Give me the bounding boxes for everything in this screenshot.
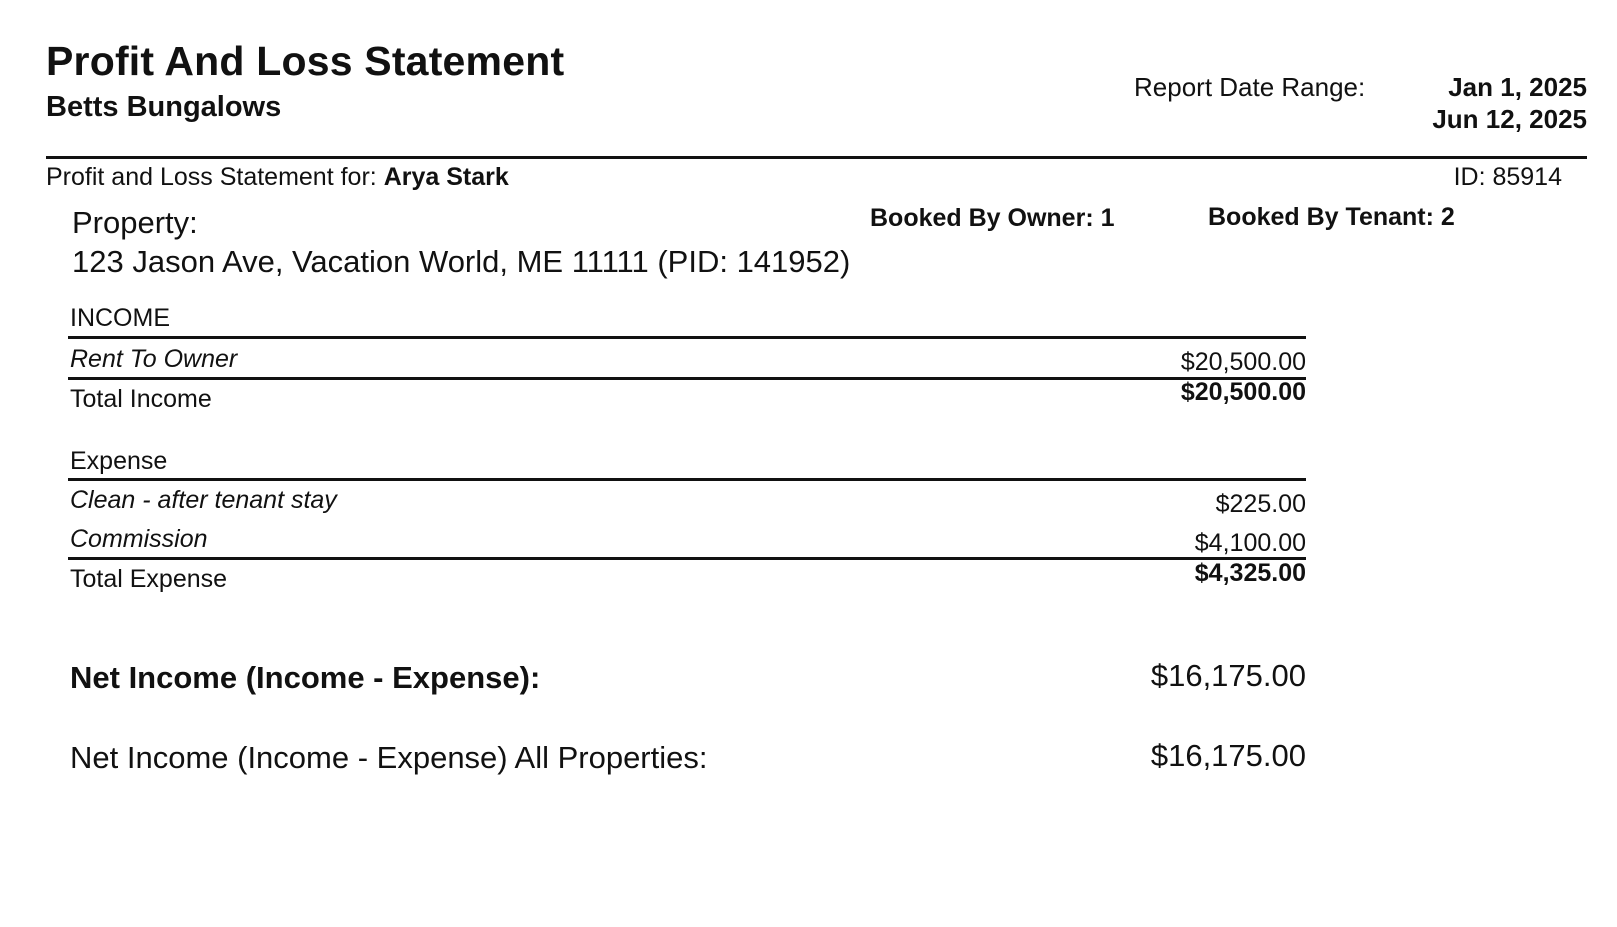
expense-row-label: Commission (70, 525, 208, 553)
booked-by-tenant: Booked By Tenant: 2 (1208, 203, 1455, 231)
report-title: Profit And Loss Statement (46, 38, 565, 84)
booked-by-owner: Booked By Owner: 1 (870, 204, 1115, 232)
net-income-all-label: Net Income (Income - Expense) All Properties: (70, 740, 708, 775)
total-expense-amount: $4,325.00 (1194, 559, 1306, 587)
company-name: Betts Bungalows (46, 91, 282, 123)
expense-total-rule (68, 557, 1306, 560)
date-range-label: Report Date Range: (1134, 72, 1366, 102)
income-total-rule (68, 377, 1306, 380)
income-row-label: Rent To Owner (70, 345, 238, 373)
income-row-amount: $20,500.00 (1180, 348, 1306, 376)
expense-row-amount: $4,100.00 (1194, 529, 1306, 557)
total-expense-label: Total Expense (70, 565, 228, 593)
income-heading: INCOME (70, 304, 170, 332)
total-income-amount: $20,500.00 (1180, 378, 1306, 406)
header-divider (46, 156, 1587, 159)
property-address: 123 Jason Ave, Vacation World, ME 11111 (PID: 141952) (72, 244, 851, 279)
expense-row-label: Clean - after tenant stay (70, 486, 337, 514)
total-income-label: Total Income (70, 385, 212, 413)
expense-heading-rule (68, 478, 1306, 481)
property-label: Property: (72, 205, 198, 240)
income-heading-rule (68, 336, 1306, 339)
owner-id: ID: 85914 (1453, 163, 1562, 191)
statement-for-label: Profit and Loss Statement for: (46, 163, 377, 191)
expense-row-amount: $225.00 (1215, 490, 1306, 518)
statement-for-line (46, 163, 509, 192)
net-income-label: Net Income (Income - Expense): (70, 660, 541, 695)
date-range-start: Jan 1, 2025 (1448, 72, 1587, 102)
net-income-all-amount: $16,175.00 (1150, 738, 1306, 773)
date-range-end: Jun 12, 2025 (1432, 104, 1587, 134)
net-income-amount: $16,175.00 (1150, 658, 1306, 693)
statement-for-name: Arya Stark (383, 163, 509, 191)
expense-heading: Expense (70, 447, 168, 475)
